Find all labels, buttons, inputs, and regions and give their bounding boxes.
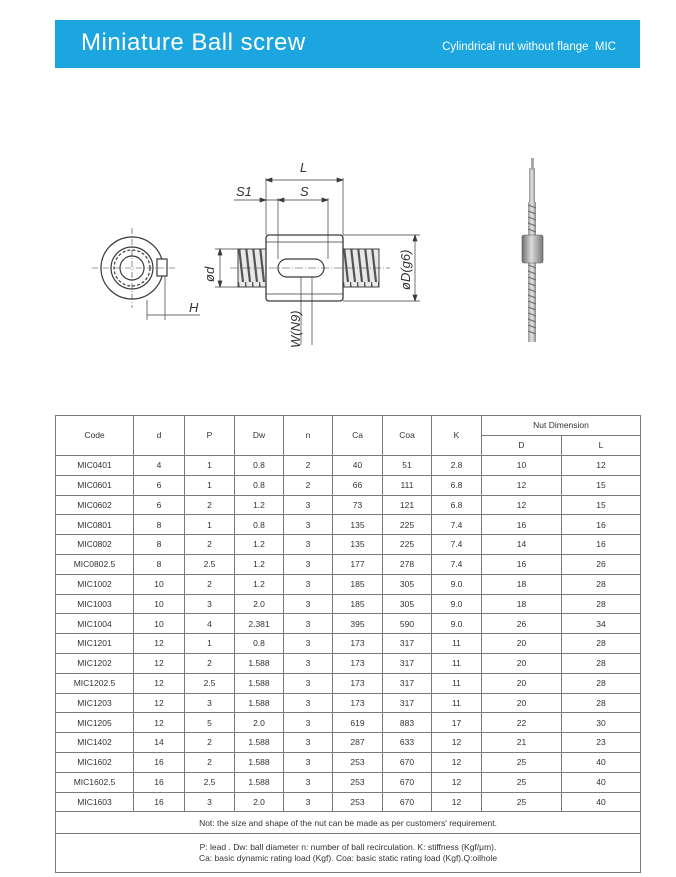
cell-nut-d: 16 bbox=[482, 515, 562, 535]
cell-n: 3 bbox=[284, 693, 333, 713]
dim-h-label: H bbox=[189, 300, 199, 315]
cell-p: 2 bbox=[185, 495, 235, 515]
cell-dw: 2.0 bbox=[235, 792, 284, 812]
cell-p: 2 bbox=[185, 653, 235, 673]
series-code: MIC bbox=[594, 41, 616, 53]
cell-d: 4 bbox=[134, 456, 185, 476]
cell-nut-l: 28 bbox=[562, 653, 641, 673]
cell-n: 3 bbox=[284, 792, 333, 812]
cell-p: 2 bbox=[185, 535, 235, 555]
ball-screw-technical-drawing bbox=[0, 150, 676, 350]
cell-coa: 121 bbox=[383, 495, 432, 515]
cell-nut-d: 20 bbox=[482, 693, 562, 713]
cell-nut-l: 12 bbox=[562, 456, 641, 476]
cell-dw: 0.8 bbox=[235, 634, 284, 654]
cell-k: 11 bbox=[432, 673, 482, 693]
cell-d: 10 bbox=[134, 594, 185, 614]
cell-d: 12 bbox=[134, 653, 185, 673]
cell-coa: 883 bbox=[383, 713, 432, 733]
cell-dw: 1.588 bbox=[235, 752, 284, 772]
cell-nut-l: 28 bbox=[562, 574, 641, 594]
cell-ca: 173 bbox=[333, 634, 383, 654]
table-row bbox=[56, 792, 641, 812]
cell-coa: 225 bbox=[383, 515, 432, 535]
cell-code: MIC0802 bbox=[56, 535, 134, 555]
cell-ca: 253 bbox=[333, 752, 383, 772]
cell-nut-d: 20 bbox=[482, 634, 562, 654]
cell-code: MIC1602.5 bbox=[56, 772, 134, 792]
cell-code: MIC1203 bbox=[56, 693, 134, 713]
cell-ca: 73 bbox=[333, 495, 383, 515]
cell-p: 1 bbox=[185, 456, 235, 476]
cell-code: MIC1002 bbox=[56, 574, 134, 594]
cell-coa: 633 bbox=[383, 733, 432, 753]
header-n: n bbox=[284, 416, 333, 456]
cell-code: MIC1603 bbox=[56, 792, 134, 812]
cell-nut-d: 16 bbox=[482, 554, 562, 574]
table-row bbox=[56, 475, 641, 495]
cell-ca: 185 bbox=[333, 594, 383, 614]
cell-n: 3 bbox=[284, 614, 333, 634]
table-row bbox=[56, 515, 641, 535]
cell-k: 12 bbox=[432, 733, 482, 753]
cell-coa: 111 bbox=[383, 475, 432, 495]
cell-ca: 135 bbox=[333, 535, 383, 555]
cell-ca: 395 bbox=[333, 614, 383, 634]
table-row bbox=[56, 495, 641, 515]
cell-k: 7.4 bbox=[432, 535, 482, 555]
cell-n: 3 bbox=[284, 673, 333, 693]
cell-nut-d: 25 bbox=[482, 772, 562, 792]
dim-l-label: L bbox=[300, 160, 308, 175]
cell-coa: 278 bbox=[383, 554, 432, 574]
cell-p: 3 bbox=[185, 693, 235, 713]
dim-s1-label: S1 bbox=[236, 184, 252, 199]
cell-nut-d: 18 bbox=[482, 594, 562, 614]
cell-ca: 287 bbox=[333, 733, 383, 753]
cell-nut-l: 28 bbox=[562, 673, 641, 693]
cell-nut-d: 10 bbox=[482, 456, 562, 476]
cell-ca: 173 bbox=[333, 673, 383, 693]
cell-coa: 305 bbox=[383, 594, 432, 614]
cell-coa: 51 bbox=[383, 456, 432, 476]
cell-dw: 1.588 bbox=[235, 693, 284, 713]
cell-d: 16 bbox=[134, 752, 185, 772]
cell-nut-l: 40 bbox=[562, 792, 641, 812]
header-coa: Coa bbox=[383, 416, 432, 456]
cell-nut-d: 12 bbox=[482, 495, 562, 515]
cell-p: 2 bbox=[185, 752, 235, 772]
table-row bbox=[56, 456, 641, 476]
cell-code: MIC0401 bbox=[56, 456, 134, 476]
cell-ca: 253 bbox=[333, 772, 383, 792]
legend-line-2: Ca: basic dynamic rating load (Kgf). Coa: basic static rating load (Kgf).Q:oilhole bbox=[198, 853, 498, 864]
cell-p: 3 bbox=[185, 594, 235, 614]
header-dw: Dw bbox=[235, 416, 284, 456]
cell-dw: 1.2 bbox=[235, 535, 284, 555]
cell-dw: 1.588 bbox=[235, 772, 284, 792]
page-subtitle bbox=[442, 41, 616, 53]
table-row bbox=[56, 554, 641, 574]
cell-p: 1 bbox=[185, 475, 235, 495]
cell-d: 10 bbox=[134, 614, 185, 634]
table-row bbox=[56, 752, 641, 772]
cell-d: 8 bbox=[134, 554, 185, 574]
cell-dw: 0.8 bbox=[235, 456, 284, 476]
cell-coa: 305 bbox=[383, 574, 432, 594]
cell-code: MIC1003 bbox=[56, 594, 134, 614]
cell-dw: 1.588 bbox=[235, 673, 284, 693]
cell-nut-d: 18 bbox=[482, 574, 562, 594]
cell-coa: 317 bbox=[383, 673, 432, 693]
cell-p: 3 bbox=[185, 792, 235, 812]
cell-code: MIC1205 bbox=[56, 713, 134, 733]
cell-d: 12 bbox=[134, 634, 185, 654]
table-note: Not: the size and shape of the nut can be made as per customers' requirement. bbox=[56, 812, 641, 834]
cell-n: 3 bbox=[284, 752, 333, 772]
cell-k: 12 bbox=[432, 772, 482, 792]
header-ca: Ca bbox=[333, 416, 383, 456]
cell-nut-l: 40 bbox=[562, 772, 641, 792]
cell-nut-d: 21 bbox=[482, 733, 562, 753]
cell-nut-l: 16 bbox=[562, 515, 641, 535]
cell-coa: 317 bbox=[383, 693, 432, 713]
cell-k: 9.0 bbox=[432, 574, 482, 594]
cell-nut-l: 23 bbox=[562, 733, 641, 753]
cell-n: 3 bbox=[284, 515, 333, 535]
cell-ca: 173 bbox=[333, 693, 383, 713]
cell-nut-l: 15 bbox=[562, 495, 641, 515]
cell-d: 14 bbox=[134, 733, 185, 753]
cell-coa: 225 bbox=[383, 535, 432, 555]
cell-dw: 1.588 bbox=[235, 653, 284, 673]
header-nut-l: L bbox=[562, 436, 641, 456]
cell-k: 12 bbox=[432, 792, 482, 812]
page-title: Miniature Ball screw bbox=[81, 29, 306, 56]
cell-k: 2.8 bbox=[432, 456, 482, 476]
cell-d: 12 bbox=[134, 713, 185, 733]
header-banner bbox=[55, 20, 640, 68]
cell-n: 2 bbox=[284, 475, 333, 495]
cell-n: 3 bbox=[284, 653, 333, 673]
header-nut-dimension: Nut Dimension bbox=[482, 416, 641, 436]
table-body bbox=[56, 456, 641, 812]
cell-k: 6.8 bbox=[432, 495, 482, 515]
table-row bbox=[56, 535, 641, 555]
cell-n: 3 bbox=[284, 772, 333, 792]
cell-n: 3 bbox=[284, 713, 333, 733]
cell-ca: 173 bbox=[333, 653, 383, 673]
cell-d: 16 bbox=[134, 792, 185, 812]
cell-code: MIC0601 bbox=[56, 475, 134, 495]
cell-d: 8 bbox=[134, 515, 185, 535]
cell-p: 5 bbox=[185, 713, 235, 733]
cell-k: 12 bbox=[432, 752, 482, 772]
cell-coa: 317 bbox=[383, 634, 432, 654]
cell-p: 2 bbox=[185, 574, 235, 594]
cell-code: MIC1602 bbox=[56, 752, 134, 772]
cell-k: 9.0 bbox=[432, 614, 482, 634]
header-code: Code bbox=[56, 416, 134, 456]
cell-n: 3 bbox=[284, 554, 333, 574]
dim-d-label: ød bbox=[202, 266, 217, 282]
cell-k: 11 bbox=[432, 653, 482, 673]
cell-nut-l: 34 bbox=[562, 614, 641, 634]
cell-coa: 670 bbox=[383, 752, 432, 772]
end-view bbox=[92, 228, 200, 320]
cell-nut-l: 28 bbox=[562, 594, 641, 614]
cell-coa: 317 bbox=[383, 653, 432, 673]
cell-nut-l: 15 bbox=[562, 475, 641, 495]
cell-ca: 253 bbox=[333, 792, 383, 812]
cell-d: 12 bbox=[134, 693, 185, 713]
cell-nut-d: 22 bbox=[482, 713, 562, 733]
cell-nut-d: 26 bbox=[482, 614, 562, 634]
cell-code: MIC0602 bbox=[56, 495, 134, 515]
cell-d: 6 bbox=[134, 495, 185, 515]
cell-k: 9.0 bbox=[432, 594, 482, 614]
cell-dw: 1.2 bbox=[235, 574, 284, 594]
cell-code: MIC0801 bbox=[56, 515, 134, 535]
cell-k: 7.4 bbox=[432, 554, 482, 574]
cell-n: 3 bbox=[284, 495, 333, 515]
table-row bbox=[56, 713, 641, 733]
table-row bbox=[56, 772, 641, 792]
cell-p: 1 bbox=[185, 634, 235, 654]
cell-k: 17 bbox=[432, 713, 482, 733]
cell-ca: 66 bbox=[333, 475, 383, 495]
cell-n: 3 bbox=[284, 535, 333, 555]
cell-dw: 1.2 bbox=[235, 554, 284, 574]
cell-code: MIC1202 bbox=[56, 653, 134, 673]
header-p: P bbox=[185, 416, 235, 456]
table-row bbox=[56, 673, 641, 693]
cell-nut-d: 25 bbox=[482, 792, 562, 812]
cell-n: 3 bbox=[284, 574, 333, 594]
cell-ca: 135 bbox=[333, 515, 383, 535]
cell-n: 2 bbox=[284, 456, 333, 476]
cell-nut-d: 25 bbox=[482, 752, 562, 772]
table-row bbox=[56, 594, 641, 614]
dim-w-label: W(N9) bbox=[288, 310, 303, 348]
cell-dw: 1.588 bbox=[235, 733, 284, 753]
table-legend bbox=[56, 834, 641, 873]
cell-code: MIC1202.5 bbox=[56, 673, 134, 693]
cell-p: 2.5 bbox=[185, 673, 235, 693]
cell-nut-d: 14 bbox=[482, 535, 562, 555]
cell-dw: 0.8 bbox=[235, 515, 284, 535]
table-row bbox=[56, 614, 641, 634]
cell-n: 3 bbox=[284, 634, 333, 654]
cell-p: 2.5 bbox=[185, 554, 235, 574]
cell-d: 8 bbox=[134, 535, 185, 555]
header-nut-d: D bbox=[482, 436, 562, 456]
cell-p: 2 bbox=[185, 733, 235, 753]
table-row bbox=[56, 653, 641, 673]
cell-nut-l: 40 bbox=[562, 752, 641, 772]
cell-code: MIC1201 bbox=[56, 634, 134, 654]
cell-p: 2.5 bbox=[185, 772, 235, 792]
cell-ca: 619 bbox=[333, 713, 383, 733]
cell-nut-l: 30 bbox=[562, 713, 641, 733]
header-k: K bbox=[432, 416, 482, 456]
cell-n: 3 bbox=[284, 594, 333, 614]
cell-code: MIC0802.5 bbox=[56, 554, 134, 574]
specification-table bbox=[55, 415, 641, 873]
ball-screw-product-photo bbox=[522, 158, 543, 342]
cell-k: 11 bbox=[432, 634, 482, 654]
cell-dw: 2.381 bbox=[235, 614, 284, 634]
cell-k: 7.4 bbox=[432, 515, 482, 535]
cell-code: MIC1402 bbox=[56, 733, 134, 753]
cell-d: 12 bbox=[134, 673, 185, 693]
cell-dw: 1.2 bbox=[235, 495, 284, 515]
cell-d: 16 bbox=[134, 772, 185, 792]
dim-s-label: S bbox=[300, 184, 309, 199]
cell-nut-d: 20 bbox=[482, 653, 562, 673]
cell-nut-l: 26 bbox=[562, 554, 641, 574]
cell-d: 10 bbox=[134, 574, 185, 594]
cell-p: 4 bbox=[185, 614, 235, 634]
legend-line-1: P: lead . Dw: ball diameter n: number of ball recirculation. K: stiffness (Kgf/μm). bbox=[199, 842, 497, 853]
table-row bbox=[56, 574, 641, 594]
cell-nut-l: 16 bbox=[562, 535, 641, 555]
cell-n: 3 bbox=[284, 733, 333, 753]
cell-nut-d: 12 bbox=[482, 475, 562, 495]
header-d: d bbox=[134, 416, 185, 456]
cell-dw: 2.0 bbox=[235, 713, 284, 733]
cell-dw: 0.8 bbox=[235, 475, 284, 495]
cell-coa: 670 bbox=[383, 792, 432, 812]
table-row bbox=[56, 693, 641, 713]
cell-nut-l: 28 bbox=[562, 634, 641, 654]
side-view bbox=[215, 178, 420, 345]
cell-ca: 177 bbox=[333, 554, 383, 574]
cell-coa: 590 bbox=[383, 614, 432, 634]
cell-p: 1 bbox=[185, 515, 235, 535]
subtitle-text: Cylindrical nut without flange bbox=[442, 41, 589, 53]
cell-code: MIC1004 bbox=[56, 614, 134, 634]
cell-ca: 40 bbox=[333, 456, 383, 476]
cell-d: 6 bbox=[134, 475, 185, 495]
cell-ca: 185 bbox=[333, 574, 383, 594]
cell-nut-d: 20 bbox=[482, 673, 562, 693]
cell-k: 6.8 bbox=[432, 475, 482, 495]
table-row bbox=[56, 733, 641, 753]
cell-dw: 2.0 bbox=[235, 594, 284, 614]
cell-coa: 670 bbox=[383, 772, 432, 792]
table-row bbox=[56, 634, 641, 654]
cell-nut-l: 28 bbox=[562, 693, 641, 713]
cell-k: 11 bbox=[432, 693, 482, 713]
dim-dg6-label: øD(g6) bbox=[398, 249, 413, 290]
